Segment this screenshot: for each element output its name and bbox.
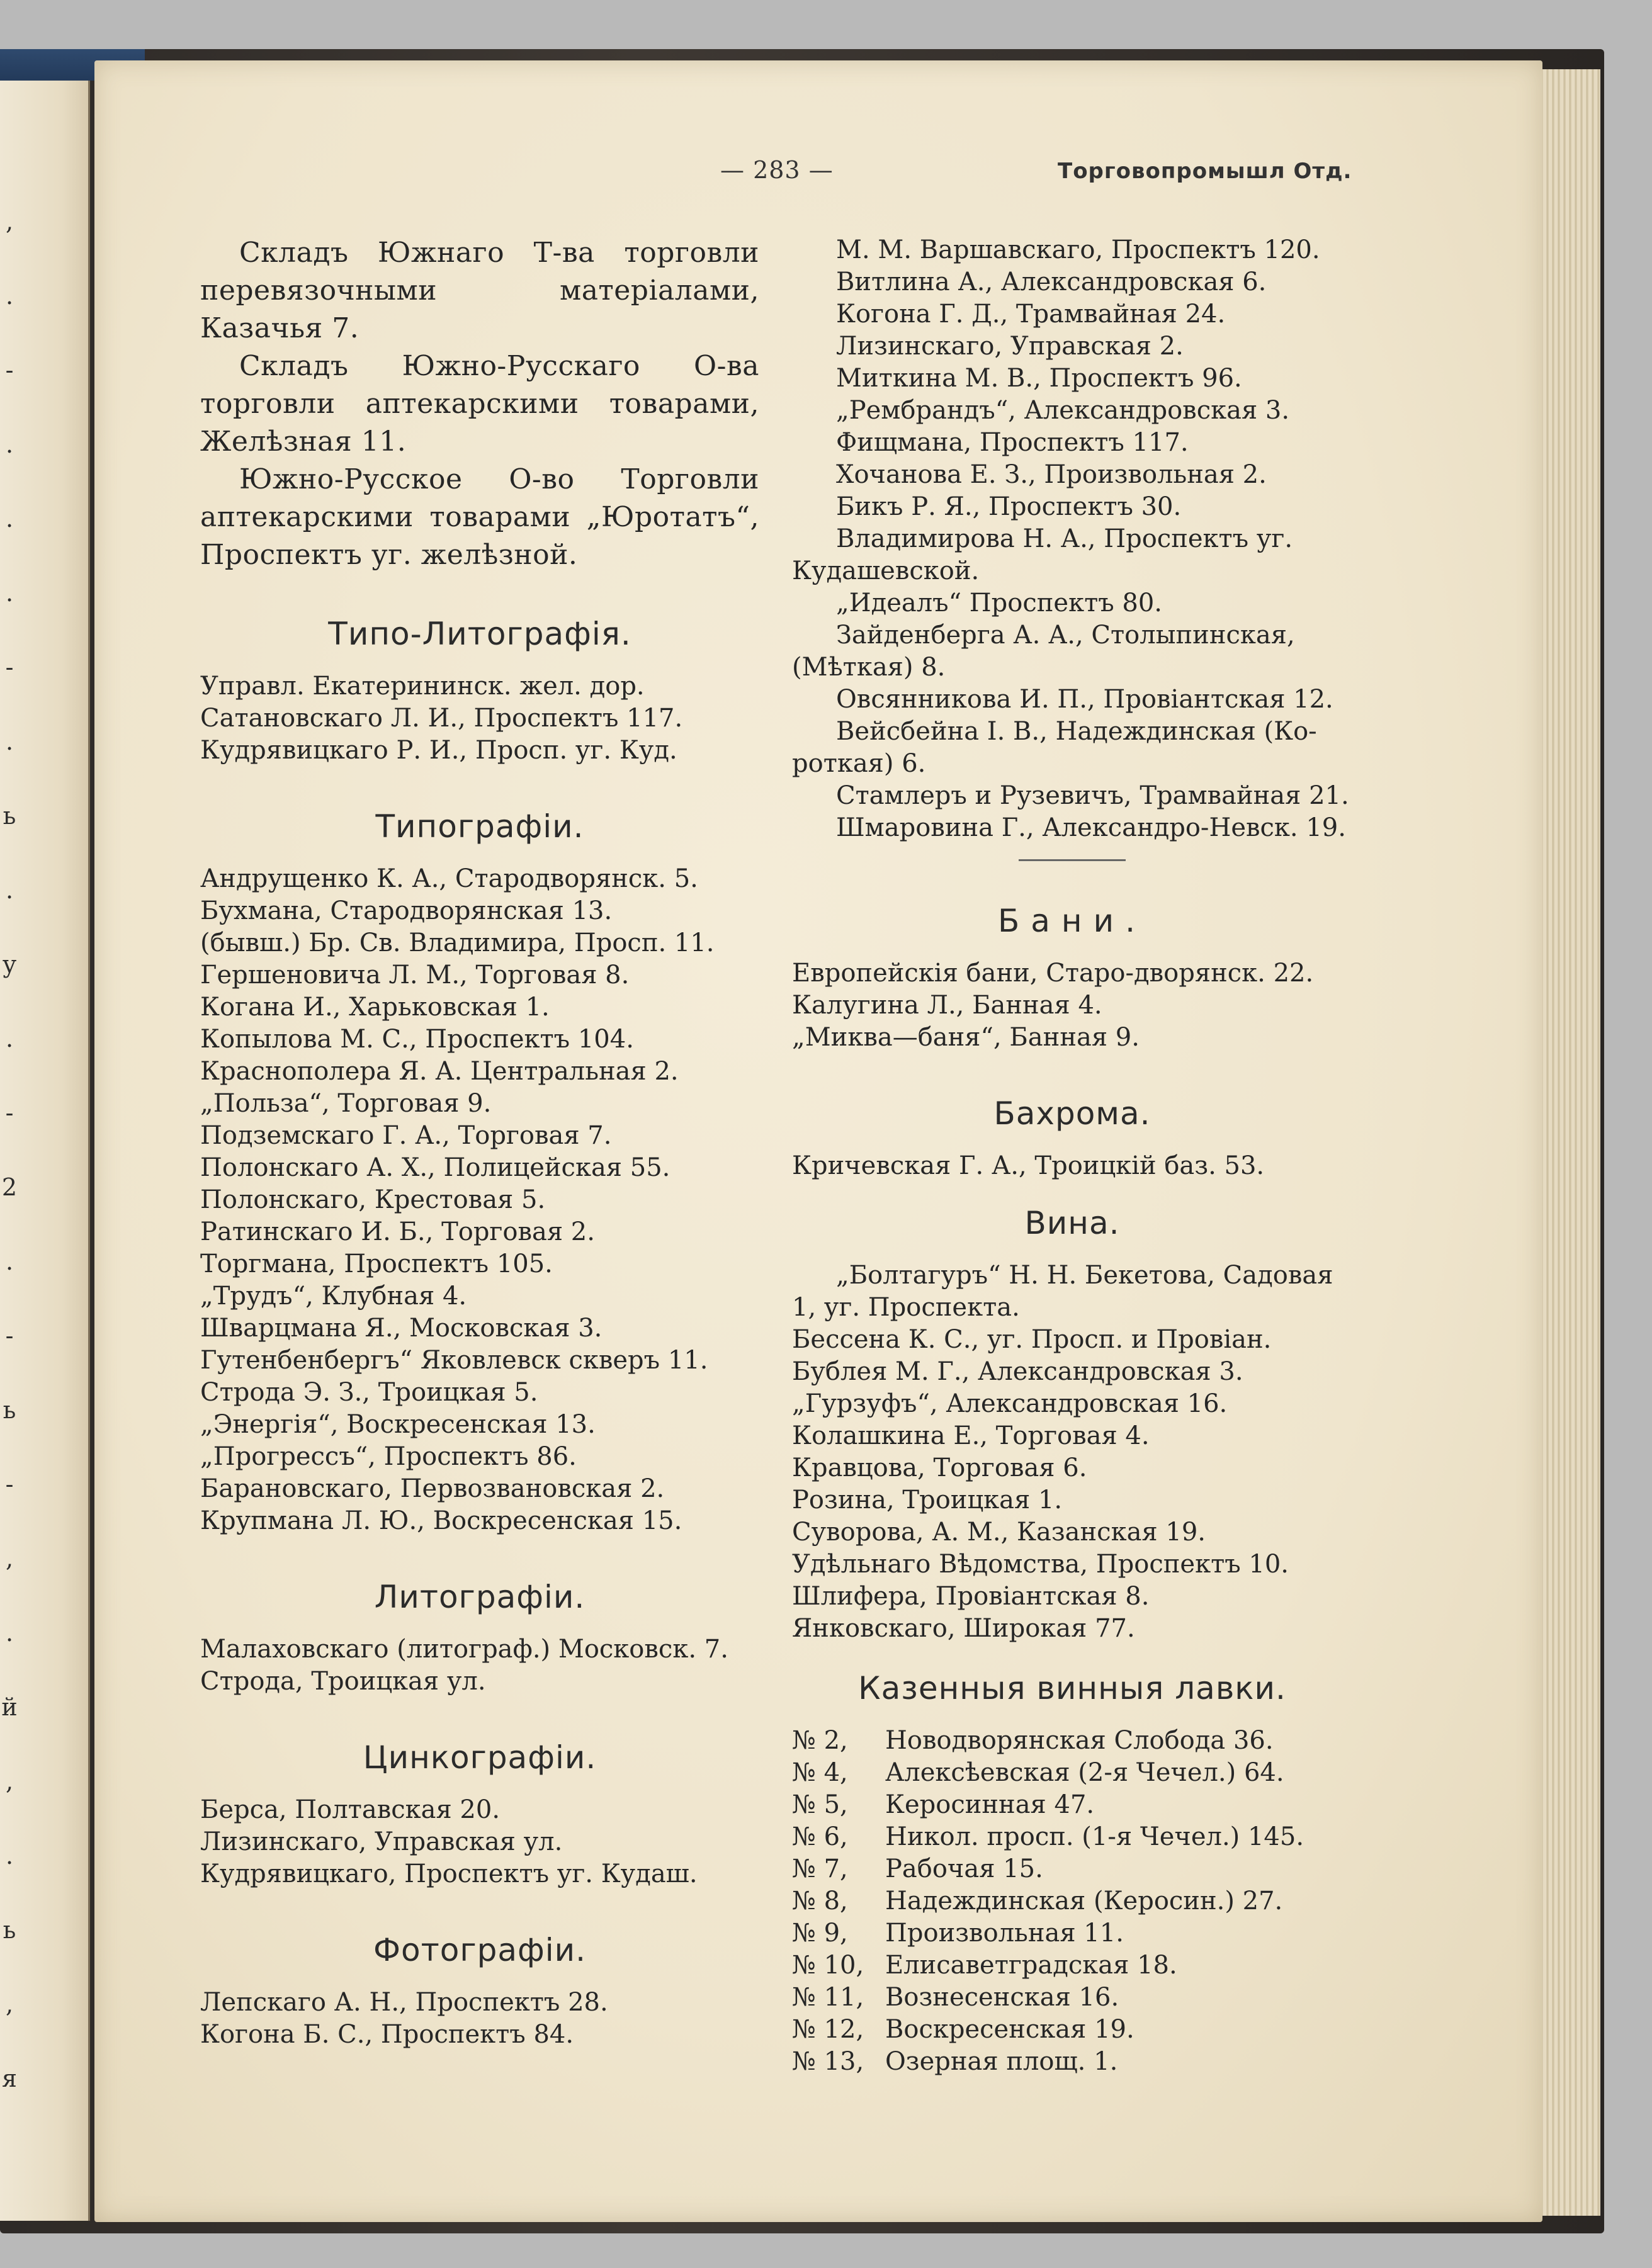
intro-paragraph: Складъ Южнаго Т-ва торговли перевязочными матеріалами, Казачья 7. (200, 237, 759, 344)
list-item: Бикъ Р. Я., Проспектъ 30. (836, 492, 1182, 521)
list-item: Бессена К. С., уг. Просп. и Провіан. (792, 1325, 1272, 1354)
shop-number: № 11, (792, 1983, 864, 2012)
list-item: М. М. Варшавскаго, Проспектъ 120. (836, 235, 1320, 264)
shop-number: № 12, (792, 2015, 864, 2044)
margin-fragment: , (5, 1990, 14, 2018)
list-item: „Трудъ“, Клубная 4. (200, 1282, 467, 1311)
shop-number: № 4, (792, 1758, 848, 1787)
list-item: Европейскія бани, Старо-дворянск. 22. (792, 959, 1314, 988)
page-number: — 283 — (720, 156, 834, 184)
list-item: Крупмана Л. Ю., Воскресенская 15. (200, 1506, 682, 1535)
margin-fragment: ь (3, 802, 16, 830)
list-item: Когона Г. Д., Трамвайная 24. (836, 300, 1226, 329)
list-item: Управл. Екатерининск. жел. дор. (200, 672, 645, 701)
list-item: „Гурзуфъ“, Александровская 16. (792, 1389, 1228, 1418)
list-item: „Миква—баня“, Банная 9. (792, 1023, 1140, 1052)
list-item: Лизинскаго, Управская ул. (200, 1827, 563, 1856)
list-item: Шмаровина Г., Александро-Невск. 19. (836, 813, 1346, 842)
left-column (200, 234, 759, 2051)
shop-number: № 10, (792, 1951, 864, 1980)
margin-fragment: ь (3, 1916, 16, 1944)
wine-shop-row (792, 2014, 1352, 2046)
list-item: Лизинскаго, Управская 2. (836, 332, 1184, 361)
list-item: Строда, Троицкая ул. (200, 1667, 486, 1696)
list-item: „Польза“, Торговая 9. (200, 1089, 492, 1118)
section-header: Торговопромышл Отд. (1058, 159, 1352, 184)
shop-number: № 13, (792, 2047, 864, 2076)
shop-number: № 5, (792, 1790, 848, 1819)
shop-address: Новодворянская Слобода 36. (885, 1726, 1274, 1755)
margin-fragment: 2 (1, 1173, 18, 1201)
margin-fragment: - (5, 653, 14, 681)
right-column (792, 234, 1352, 2078)
list-item: Полонскаго, Крестовая 5. (200, 1185, 546, 1214)
shop-address: Озерная площ. 1. (885, 2047, 1118, 2076)
wine-shop-row (792, 1821, 1352, 1853)
list-item: Колашкина Е., Торговая 4. (792, 1421, 1150, 1450)
list-item: Малаховскаго (литограф.) Московск. 7. (200, 1635, 728, 1664)
list-item: Сатановскаго Л. И., Проспектъ 117. (200, 704, 683, 733)
list-item: Владимирова Н. А., Проспектъ уг. (836, 524, 1293, 553)
list-item: Кудрявицкаго, Проспектъ уг. Кудаш. (200, 1859, 698, 1888)
list-item: Гутенбенбергъ“ Яковлевск скверъ 11. (200, 1346, 708, 1375)
list-item: „Энергія“, Воскресенская 13. (200, 1410, 596, 1439)
margin-fragment: - (5, 356, 14, 384)
list-item: Зайденберга А. А., Столыпинская, (836, 621, 1295, 650)
margin-fragment: . (5, 1248, 14, 1275)
shop-address: Рабочая 15. (885, 1854, 1043, 1883)
list-item: роткая) 6. (792, 749, 926, 778)
margin-fragment: . (5, 579, 14, 607)
shop-address: Воскресенская 19. (885, 2015, 1134, 2044)
shop-number: № 6, (792, 1822, 848, 1851)
list-item: Когона Б. С., Проспектъ 84. (200, 2020, 574, 2049)
list-item: Берса, Полтавская 20. (200, 1795, 501, 1824)
margin-fragment: . (5, 1025, 14, 1052)
wine-shop-list (792, 1725, 1352, 2078)
wine-shop-row (792, 2046, 1352, 2078)
right-sections (792, 905, 1352, 1182)
list-item: Стамлеръ и Рузевичъ, Трамвайная 21. (836, 781, 1349, 810)
margin-fragment: й (1, 1693, 18, 1721)
list-item: Розина, Троицкая 1. (792, 1486, 1063, 1515)
wine-shop-row (792, 1885, 1352, 1917)
list-item: Полонскаго А. Х., Полицейская 55. (200, 1153, 670, 1182)
list-item: Барановскаго, Первозвановская 2. (200, 1474, 665, 1503)
photo-list-continued (792, 684, 1352, 716)
section-heading: Бани. (997, 903, 1147, 939)
photo-list-continued (792, 780, 1352, 844)
list-item: Бухмана, Стародворянская 13. (200, 896, 613, 925)
margin-fragment: , (5, 208, 14, 235)
list-item: „Идеалъ“ Проспектъ 80. (836, 589, 1162, 618)
margin-fragment: . (5, 431, 14, 458)
list-item: Вейсбейна І. В., Надеждинская (Ко- (836, 717, 1317, 746)
section-heading: Цинкографіи. (363, 1739, 597, 1776)
margin-fragment: - (5, 1099, 14, 1127)
list-item: Кудашевской. (792, 556, 980, 585)
previous-page-edge (0, 81, 90, 2221)
shop-address: Произвольная 11. (885, 1919, 1124, 1948)
section-heading: Типо-Литографія. (328, 616, 631, 652)
intro-paragraph: Южно-Русское О-во Торговли аптекарскими товарами „Юротатъ“, Проспектъ уг. желѣзной. (200, 463, 759, 571)
list-item: Андрущенко К. А., Стародворянск. 5. (200, 864, 698, 893)
margin-fragment: . (5, 282, 14, 310)
section-divider (1019, 859, 1126, 861)
margin-fragment: . (5, 505, 14, 533)
shop-address: Никол. просп. (1-я Чечел.) 145. (885, 1822, 1304, 1851)
list-item: Янковскаго, Широкая 77. (792, 1614, 1135, 1643)
margin-fragment: ь (3, 1396, 16, 1424)
shop-number: № 7, (792, 1854, 848, 1883)
list-item: Строда Э. З., Троицкая 5. (200, 1378, 538, 1407)
list-item: Калугина Л., Банная 4. (792, 991, 1102, 1020)
margin-fragment: . (5, 876, 14, 904)
list-item: Подземскаго Г. А., Торговая 7. (200, 1121, 612, 1150)
page-stack-edges (1536, 69, 1600, 2216)
shop-number: № 2, (792, 1726, 848, 1755)
list-item: Кудрявицкаго Р. И., Просп. уг. Куд. (200, 736, 677, 765)
section-heading: Типографіи. (375, 808, 584, 845)
margin-fragment: , (5, 1768, 14, 1795)
margin-fragment: . (5, 728, 14, 755)
list-item: Овсянникова И. П., Провіантская 12. (836, 685, 1333, 714)
margin-fragment: - (5, 1470, 14, 1498)
wine-shop-row (792, 1757, 1352, 1789)
list-item: Торгмана, Проспектъ 105. (200, 1250, 553, 1278)
shop-address: Надеждинская (Керосин.) 27. (885, 1887, 1283, 1915)
wine-shop-row (792, 1982, 1352, 2014)
list-item: Шлифера, Провіантская 8. (792, 1582, 1150, 1611)
list-item: „Прогрессъ“, Проспектъ 86. (200, 1442, 577, 1471)
wine-shop-row (792, 1917, 1352, 1949)
list-item: Фищмана, Проспектъ 117. (836, 428, 1189, 457)
shop-address: Елисаветградская 18. (885, 1951, 1177, 1980)
list-item: Бублея М. Г., Александровская 3. (792, 1357, 1243, 1386)
shop-number: № 8, (792, 1887, 848, 1915)
section-heading: Фотографіи. (373, 1932, 587, 1968)
margin-fragment: , (5, 1545, 14, 1572)
shop-address: Вознесенская 16. (885, 1983, 1119, 2012)
photo-list-continued (792, 234, 1352, 523)
margin-fragment: у (2, 951, 17, 978)
list-item: „Рембрандъ“, Александровская 3. (836, 396, 1290, 425)
list-item: Кравцова, Торговая 6. (792, 1453, 1087, 1482)
section-heading-wine-shops: Казенныя винныя лавки. (858, 1670, 1286, 1707)
wine-shop-row (792, 1949, 1352, 1982)
section-heading: Литографіи. (374, 1579, 586, 1615)
list-item: Лепскаго А. Н., Проспектъ 28. (200, 1988, 608, 2017)
list-item: 1, уг. Проспекта. (792, 1293, 1020, 1322)
list-item: Суворова, А. М., Казанская 19. (792, 1518, 1206, 1547)
section-heading-wines: Вина. (1024, 1205, 1120, 1241)
wine-shop-row (792, 1789, 1352, 1821)
list-item: (бывш.) Бр. Св. Владимира, Просп. 11. (200, 928, 715, 957)
section-heading: Бахрома. (993, 1095, 1151, 1132)
list-item: Когана И., Харьковская 1. (200, 993, 550, 1022)
list-item: Хочанова Е. З., Произвольная 2. (836, 460, 1267, 489)
intro-paragraph: Складъ Южно-Русскаго О-ва торговли аптекарскими товарами, Желѣзная 11. (200, 350, 759, 458)
shop-address: Керосинная 47. (885, 1790, 1095, 1819)
list-item: „Болтагуръ“ Н. Н. Бекетова, Садовая (836, 1261, 1333, 1290)
left-sections (200, 618, 759, 2051)
shop-address: Алексѣевская (2-я Чечел.) 64. (885, 1758, 1284, 1787)
wine-list (792, 1324, 1352, 1645)
margin-fragment: - (5, 1322, 14, 1350)
list-item: Кричевская Г. А., Троицкій баз. 53. (792, 1151, 1265, 1180)
margin-fragment: я (2, 2065, 17, 2092)
wine-shop-row (792, 1853, 1352, 1885)
margin-fragment: . (5, 1619, 14, 1647)
list-item: Витлина А., Александровская 6. (836, 268, 1267, 296)
margin-fragment: . (5, 1842, 14, 1870)
list-item: Удѣльнаго Вѣдомства, Проспектъ 10. (792, 1550, 1289, 1579)
wine-shop-row (792, 1725, 1352, 1757)
list-item: Гершеновича Л. М., Торговая 8. (200, 961, 630, 990)
shop-number: № 9, (792, 1919, 848, 1948)
list-item: (Мѣткая) 8. (792, 653, 946, 682)
list-item: Шварцмана Я., Московская 3. (200, 1314, 603, 1343)
photo-list-continued (792, 587, 1352, 619)
list-item: Ратинскаго И. Б., Торговая 2. (200, 1217, 595, 1246)
list-item: Краснополера Я. А. Центральная 2. (200, 1057, 679, 1086)
list-item: Миткина М. В., Проспектъ 96. (836, 364, 1242, 393)
list-item: Копылова М. С., Проспектъ 104. (200, 1025, 634, 1054)
